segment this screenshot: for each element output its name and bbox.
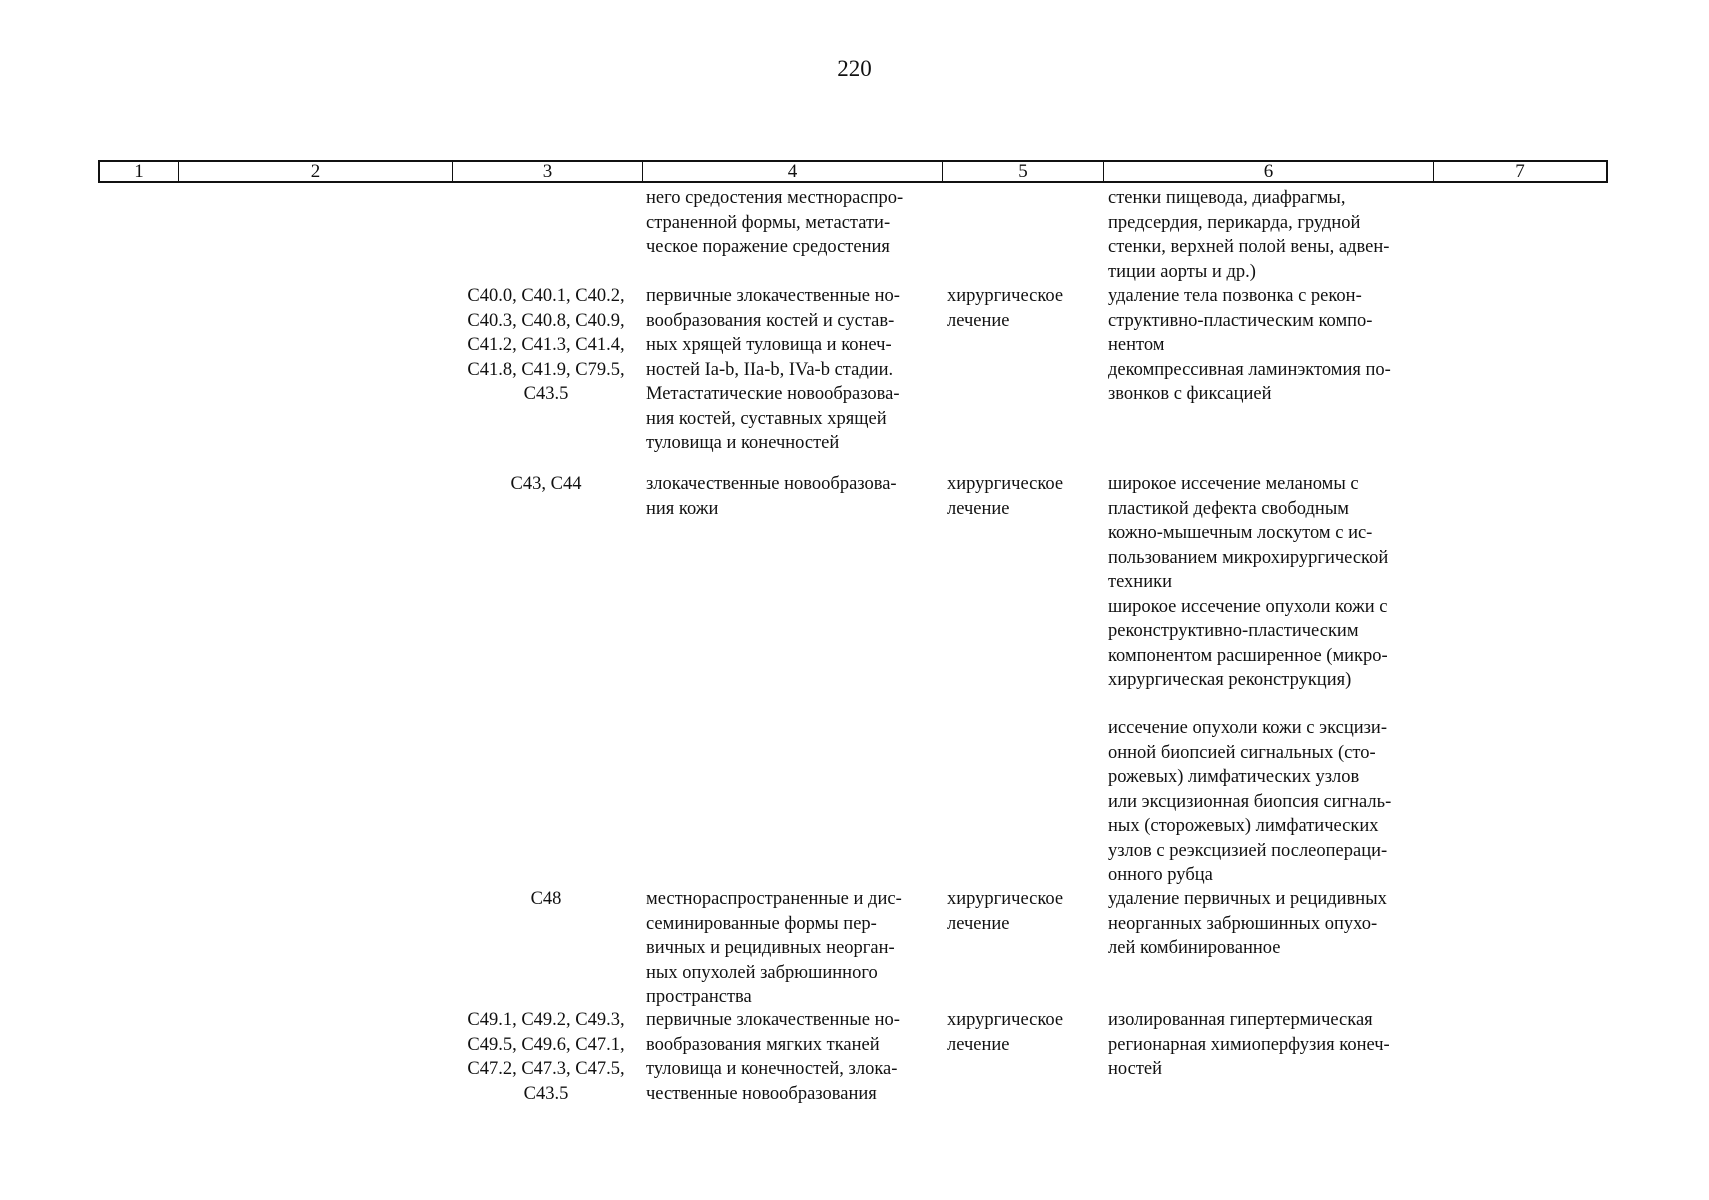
text-line: C43, C44 xyxy=(510,474,582,494)
treatment-method-cell xyxy=(1108,1008,1438,1082)
table-header-row xyxy=(98,160,1608,183)
text-line: ностей xyxy=(1108,1059,1163,1079)
treatment-type-cell xyxy=(947,284,1107,333)
text-line: кожно-мышечным лоскутом с ис- xyxy=(1108,523,1373,543)
text-line: злокачественные новообразова- xyxy=(646,474,897,494)
text-line: предсердия, перикарда, грудной xyxy=(1108,212,1361,233)
text-line: C41.2, C41.3, C41.4, xyxy=(467,335,625,355)
text-line: C43.5 xyxy=(523,384,569,404)
text-line: хирургическое xyxy=(947,286,1064,306)
text-line: реконструктивно-пластическим xyxy=(1108,621,1359,641)
text-line: вообразования костей и сустав- xyxy=(646,310,895,331)
icd-codes-cell xyxy=(448,472,644,497)
treatment-method-cell xyxy=(1108,716,1438,888)
text-line: C41.8, C41.9, C79.5, xyxy=(467,359,625,380)
text-line: местнораспространенные и дис- xyxy=(646,889,902,909)
treatment-type-cell xyxy=(947,1008,1107,1057)
text-line: туловища и конечностей xyxy=(646,433,840,453)
diagnosis-cell xyxy=(646,284,946,456)
text-line: первичные злокачественные но- xyxy=(646,286,900,306)
text-line: ных хрящей туловища и конеч- xyxy=(646,335,892,355)
treatment-method-cell xyxy=(1108,186,1438,284)
text-line: широкое иссечение опухоли кожи с xyxy=(1108,596,1388,617)
text-line: C47.2, C47.3, C47.5, xyxy=(467,1059,625,1079)
header-col-5: 5 xyxy=(942,162,1103,181)
treatment-type-cell xyxy=(947,472,1107,521)
text-line: рожевых) лимфатических узлов xyxy=(1108,767,1360,787)
text-line: лечение xyxy=(947,498,1010,519)
text-line: него средостения местнораспро- xyxy=(646,188,904,208)
page-number: 220 xyxy=(837,56,872,81)
text-line: пластикой дефекта свободным xyxy=(1108,498,1349,519)
text-line: пользованием микрохирургической xyxy=(1108,547,1389,568)
treatment-type-cell xyxy=(947,887,1107,936)
treatment-method-cell xyxy=(1108,472,1438,693)
text-line: узлов с реэксцизией послеопераци- xyxy=(1108,840,1388,861)
text-line: ностей Ia-b, IIa-b, IVa-b стадии. xyxy=(646,359,894,380)
icd-codes-cell xyxy=(448,887,644,912)
text-line: удаление первичных и рецидивных xyxy=(1108,889,1387,909)
text-line: Метастатические новообразова- xyxy=(646,384,900,404)
text-line: ных опухолей забрюшинного xyxy=(646,962,878,983)
text-line: структивно-пластическим компо- xyxy=(1108,310,1373,331)
text-line: техники xyxy=(1108,572,1172,592)
text-line: регионарная химиоперфузия конеч- xyxy=(1108,1034,1390,1055)
diagnosis-cell xyxy=(646,887,946,1010)
text-line: декомпрессивная ламинэктомия по- xyxy=(1108,359,1391,380)
text-line: хирургическое xyxy=(947,1010,1064,1030)
text-line: лечение xyxy=(947,310,1010,331)
text-line: первичные злокачественные но- xyxy=(646,1010,900,1030)
text-line: ния костей, суставных хрящей xyxy=(646,408,887,429)
icd-codes-cell xyxy=(448,284,644,407)
header-col-6: 6 xyxy=(1103,162,1433,181)
header-col-7: 7 xyxy=(1433,162,1606,181)
text-line: вообразования мягких тканей xyxy=(646,1034,880,1055)
text-line: чественные новообразования xyxy=(646,1083,877,1104)
text-line: звонков с фиксацией xyxy=(1108,384,1272,404)
text-line: неорганных забрюшинных опухо- xyxy=(1108,913,1378,934)
text-line: пространства xyxy=(646,987,752,1007)
text-line: ческое поражение средостения xyxy=(646,237,890,257)
text-line: вичных и рецидивных неорган- xyxy=(646,938,895,958)
text-line: хирургическое xyxy=(947,889,1064,909)
text-line: страненной формы, метастати- xyxy=(646,212,891,233)
text-line: онного рубца xyxy=(1108,865,1213,885)
text-line: ния кожи xyxy=(646,498,719,519)
text-line: тиции аорты и др.) xyxy=(1108,261,1256,282)
text-line: хирургическая реконструкция) xyxy=(1108,670,1352,690)
diagnosis-cell xyxy=(646,1008,946,1106)
text-line: C40.0, C40.1, C40.2, xyxy=(467,286,625,306)
text-line: изолированная гипертермическая xyxy=(1108,1010,1373,1030)
text-line: C49.1, C49.2, C49.3, xyxy=(467,1010,625,1030)
text-line: туловища и конечностей, злока- xyxy=(646,1059,898,1079)
text-line: хирургическое xyxy=(947,474,1064,494)
text-line: удаление тела позвонка с рекон- xyxy=(1108,286,1362,306)
diagnosis-cell xyxy=(646,186,946,260)
treatment-method-cell xyxy=(1108,887,1438,961)
header-col-3: 3 xyxy=(452,162,642,181)
header-col-2: 2 xyxy=(178,162,452,181)
text-line: ных (сторожевых) лимфатических xyxy=(1108,816,1379,836)
text-line: стенки пищевода, диафрагмы, xyxy=(1108,188,1346,208)
text-line: лечение xyxy=(947,913,1010,934)
text-line: лей комбинированное xyxy=(1108,938,1281,958)
header-col-1: 1 xyxy=(134,161,144,182)
text-line: широкое иссечение меланомы с xyxy=(1108,474,1359,494)
diagnosis-cell xyxy=(646,472,946,521)
text-line: C40.3, C40.8, C40.9, xyxy=(467,310,625,331)
text-line: C48 xyxy=(530,889,562,909)
text-line: или эксцизионная биопсия сигналь- xyxy=(1108,791,1392,812)
icd-codes-cell xyxy=(448,1008,644,1106)
text-line: C43.5 xyxy=(523,1083,569,1104)
header-col-4: 4 xyxy=(642,162,942,181)
text-line: C49.5, C49.6, C47.1, xyxy=(467,1034,625,1055)
text-line: нентом xyxy=(1108,335,1165,355)
text-line: стенки, верхней полой вены, адвен- xyxy=(1108,237,1390,257)
text-line: компонентом расширенное (микро- xyxy=(1108,645,1388,666)
text-line: лечение xyxy=(947,1034,1010,1055)
text-line: семинированные формы пер- xyxy=(646,913,877,934)
text-line: иссечение опухоли кожи с эксцизи- xyxy=(1108,718,1387,738)
text-line: онной биопсией сигнальных (сто- xyxy=(1108,742,1376,763)
treatment-method-cell xyxy=(1108,284,1438,407)
